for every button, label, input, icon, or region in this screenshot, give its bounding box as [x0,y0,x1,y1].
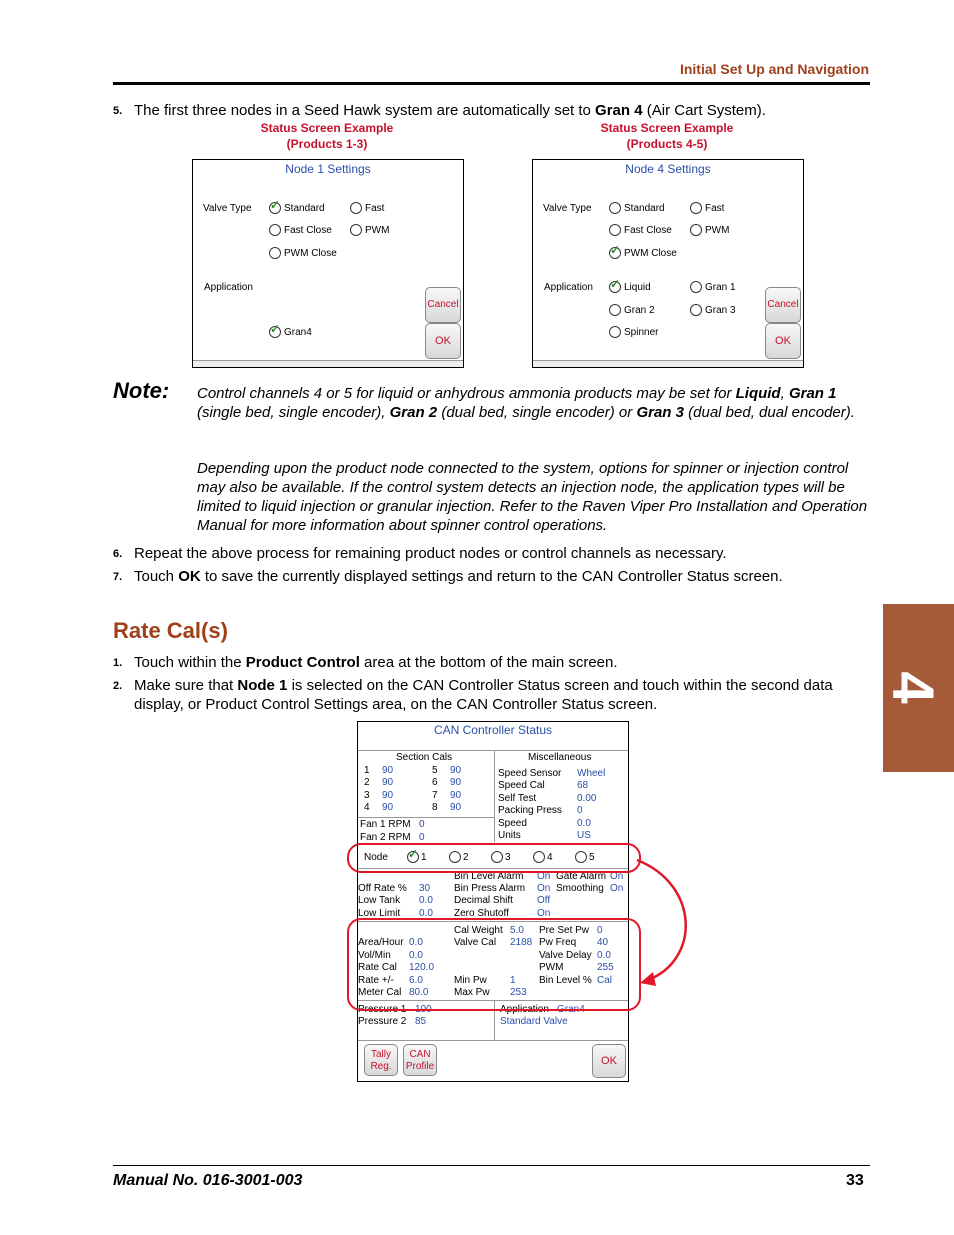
radio-pwm-close-label: PWM Close [624,248,677,259]
node1-title: Node 1 Settings [285,162,371,176]
miscellaneous-heading: Miscellaneous [528,752,592,763]
note-paragraph-2: Depending upon the product node connected to the system, options for spinner or injection control may also be available. If the control system detects an injection node, the application types will be limited to liquid injection or granular injection. Refer to the Raven Viper Pro Installation and Operation Manual for more information about spinner control operations. [197,460,868,534]
rate-step-2-number: 2. [113,680,123,692]
node-row-highlight [347,843,641,873]
radio-pwm-close[interactable] [269,247,281,259]
scroll-strip [193,360,463,368]
radio-pwm-label: PWM [705,225,730,236]
caption-right: Status Screen Example (Products 4-5) [600,121,734,151]
radio-standard[interactable] [269,202,281,214]
radio-gran3-label: Gran 3 [705,305,736,316]
chapter-number: 4 [880,671,946,704]
rate-step-1-number: 1. [113,657,123,669]
radio-gran4-label: Gran4 [284,327,312,338]
ok-button[interactable]: OK [592,1044,626,1078]
fan1-label: Fan 1 RPM [360,819,411,830]
step-7-text: Touch OK to save the currently displayed settings and return to the CAN Controller Status screen. [134,568,783,585]
radio-fast-close[interactable] [609,224,621,236]
fan1-value: 0 [419,819,425,830]
note-paragraph-1: Control channels 4 or 5 for liquid or anhydrous ammonia products may be set for Liquid, Gran 1 (single bed, single encoder), Gran 2 (dual bed, single encoder) or Gran 3 (dual bed, dual encoder). [197,385,855,421]
radio-pwm[interactable] [690,224,702,236]
radio-fast-label: Fast [365,203,385,214]
radio-pwm-close-label: PWM Close [284,248,337,259]
step-6-text: Repeat the above process for remaining product nodes or control channels as necessary. [134,545,727,562]
tally-reg-button[interactable]: Tally Reg. [364,1044,398,1076]
ok-button[interactable]: OK [765,323,801,359]
cancel-button[interactable]: Cancel [765,287,801,323]
can-controller-status-screen: CAN Controller Status Section Cals Miscellaneous 1 90 2 90 3 90 4 90 5 90 6 90 7 90 8 90 Speed Sensor Wheel Speed Cal 68 Self Test 0.00 Packing Press 0 Speed 0.0 Units US Fan 1 RPM 0 Fan 2 RPM 0 Node ✓ 1 2 3 4 5 Bin Level Alarm On Gate Alarm On Off Rate % 30 Bin Press Alarm On Smoothing On Low Tank 0.0 Decimal Shift Off Low Limit 0.0 Zero Shutoff On Cal Weight 5.0 Pre Set Pw 0 Area/Hour 0.0 Valve Cal 2188 Pw Freq 40 Vol/Min 0.0 Valve Delay 0.0 Rate Cal 120.0 PWM 255 Rate +/- 6.0 Min Pw 1 Bin Level % Cal Meter Cal 80.0 Max Pw 253 Pressure 1 100 Application Gran4 Pressure 2 85 Standard Valve Tally Reg. CAN Profile OK [357,721,629,1082]
radio-gran2-label: Gran 2 [624,305,655,316]
fan2-value: 0 [419,832,425,843]
step-5-text: The first three nodes in a Seed Hawk system are automatically set to Gran 4 (Air Cart System). [134,102,766,119]
radio-fast[interactable] [690,202,702,214]
rate-step-2-text: Make sure that Node 1 is selected on the CAN Controller Status screen and touch within the second data display, or Product Control Settings area, on the CAN Controller Status screen. [134,677,833,713]
node-label: Node [364,852,388,863]
node1-settings-screen [192,159,464,368]
radio-spinner[interactable] [609,326,621,338]
radio-fast-close-label: Fast Close [284,225,332,236]
note-heading: Note: [113,378,170,403]
radio-standard[interactable] [609,202,621,214]
radio-gran1[interactable] [690,281,702,293]
radio-gran4[interactable] [269,326,281,338]
header-rule [113,82,870,85]
node4-settings-screen [532,159,804,368]
radio-fast-label: Fast [705,203,725,214]
section-header: Initial Set Up and Navigation [679,61,869,77]
radio-gran3[interactable] [690,304,702,316]
radio-fast-close-label: Fast Close [624,225,672,236]
radio-gran1-label: Gran 1 [705,282,736,293]
radio-liquid-label: Liquid [624,282,651,293]
product-control-highlight [347,918,641,1011]
radio-liquid[interactable] [609,281,621,293]
radio-standard-label: Standard [284,203,325,214]
step-6-number: 6. [113,548,123,560]
chapter-tab [880,604,954,772]
rate-cal-heading: Rate Cal(s) [113,618,228,643]
radio-fast-close[interactable] [269,224,281,236]
radio-gran2[interactable] [609,304,621,316]
node4-title: Node 4 Settings [625,162,711,176]
can-profile-button[interactable]: CAN Profile [403,1044,437,1076]
radio-pwm-close[interactable] [609,247,621,259]
misc-block: Speed Sensor Wheel Speed Cal 68 Self Test 0.00 Packing Press 0 Speed 0.0 Units US [498,768,606,841]
application-label: Application [544,282,593,293]
scroll-strip [533,360,803,368]
section-cals-heading: Section Cals [396,752,453,763]
application-label: Application [204,282,253,293]
divider [358,817,494,818]
radio-standard-label: Standard [624,203,665,214]
page-number: 33 [846,1172,864,1189]
step-7-number: 7. [113,571,123,583]
footer-rule [113,1165,870,1166]
radio-fast[interactable] [350,202,362,214]
radio-spinner-label: Spinner [624,327,659,338]
radio-pwm-label: PWM [365,225,390,236]
manual-number: Manual No. 016-3001-003 [113,1172,303,1189]
cancel-button[interactable]: Cancel [425,287,461,323]
radio-pwm[interactable] [350,224,362,236]
ok-button[interactable]: OK [425,323,461,359]
divider [358,750,628,751]
fan2-label: Fan 2 RPM [360,832,411,843]
step-5-number: 5. [113,105,123,117]
divider [494,750,495,842]
rate-step-1-text: Touch within the Product Control area at the bottom of the main screen. [134,654,618,671]
valve-type-label: Valve Type [543,203,592,214]
can-title: CAN Controller Status [433,723,553,737]
caption-left: Status Screen Example (Products 1-3) [260,121,394,151]
valve-type-label: Valve Type [203,203,252,214]
divider [358,1040,628,1041]
